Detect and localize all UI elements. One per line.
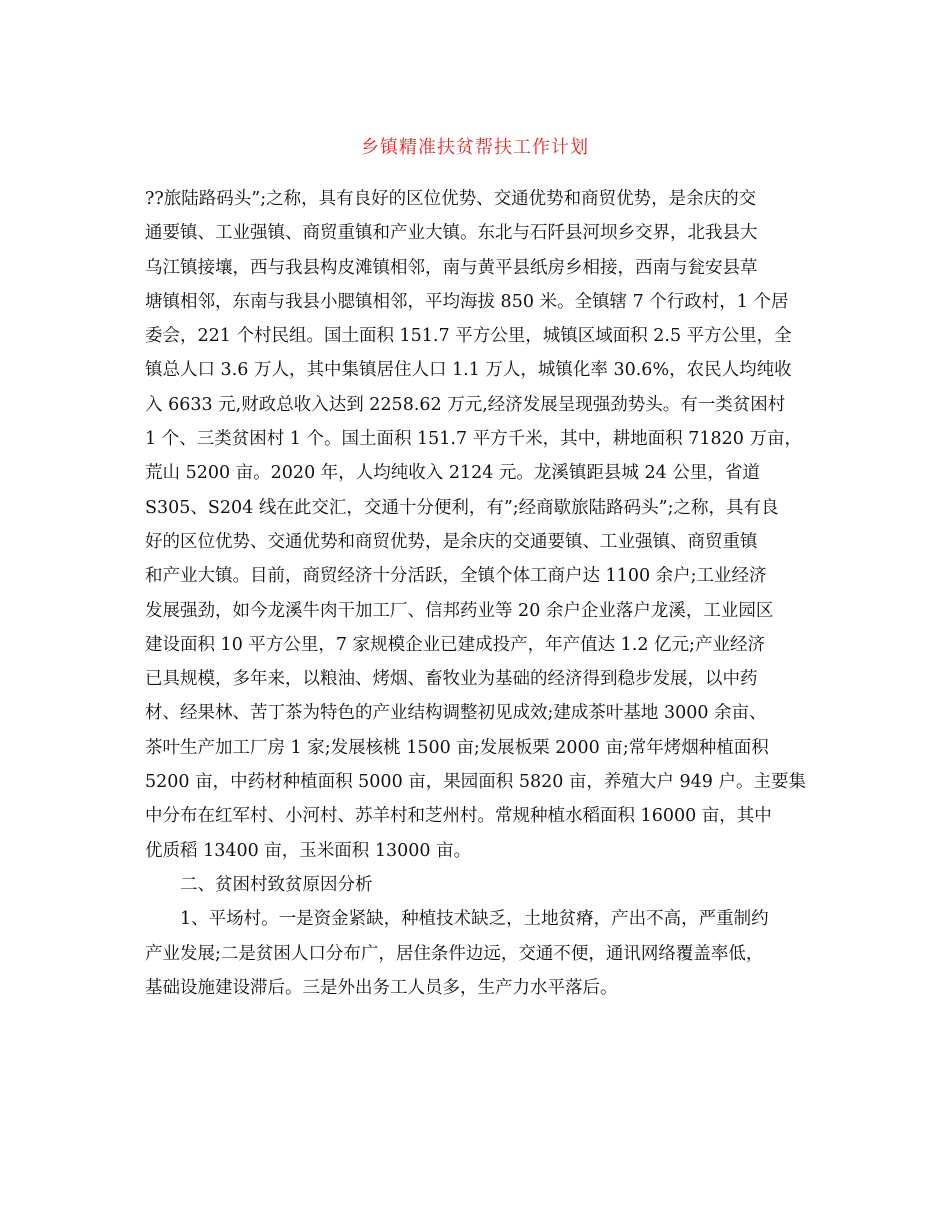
text-line: 发展强劲，如今龙溪牛肉干加工厂、信邦药业等 20 余户企业落户龙溪，工业园区 — [145, 600, 774, 621]
text-line: 镇总人口 3.6 万人，其中集镇居住人口 1.1 万人，城镇化率 30.6%，农民人均纯收 — [145, 360, 792, 381]
text-line: 中分布在红军村、小河村、苏羊村和芝州村。常规种植水稻面积 16000 亩，其中 — [145, 806, 772, 827]
paragraph-2 — [145, 902, 807, 1005]
text-line: 建设面积 10 平方公里，7 家规模企业已建成投产，年产值达 1.2 亿元;产业经济 — [145, 634, 765, 655]
text-line: 委会，221 个村民组。国土面积 151.7 平方公里，城镇区域面积 2.5 平方公里，全 — [145, 326, 792, 347]
text-line: 1、平场村。一是资金紧缺，种植技术缺乏，土地贫瘠，产出不高，严重制约 — [180, 909, 769, 930]
text-line: 5200 亩，中药材种植面积 5000 亩，果园面积 5820 亩，养殖大户 949 户。主要集 — [145, 772, 806, 793]
text-line: 乌江镇接壤，西与我县构皮滩镇相邻，南与黄平县纸房乡相接，西南与瓮安县草 — [145, 257, 758, 278]
text-line: 和产业大镇。目前，商贸经济十分活跃，全镇个体工商户达 1100 余户;工业经济 — [145, 566, 767, 587]
section-heading: 二、贫困村致贫原因分析 — [180, 874, 373, 895]
text-line: 基础设施建设滞后。三是外出务工人员多，生产力水平落后。 — [145, 977, 618, 998]
text-line: 已具规模，多年来，以粮油、烤烟、畜牧业为基础的经济得到稳步发展，以中药 — [145, 669, 758, 690]
text-line: 塘镇相邻，东南与我县小腮镇相邻，平均海拔 850 米。全镇辖 7 个行政村，1 个居 — [145, 291, 789, 312]
text-line: 通要镇、工业强镇、商贸重镇和产业大镇。东北与石阡县河坝乡交界，北我县大 — [145, 223, 758, 244]
text-line: 1 个、三类贫困村 1 个。国土面积 151.7 平方千米，其中，耕地面积 71820 万亩， — [145, 429, 802, 450]
text-line: 荒山 5200 亩。2020 年，人均纯收入 2124 元。龙溪镇距县城 24 公里，省道 — [145, 463, 760, 484]
text-line: 材、经果林、苦丁茶为特色的产业结构调整初见成效;建成茶叶基地 3000 余亩、 — [145, 703, 767, 724]
paragraph-1 — [145, 182, 807, 868]
text-line: 优质稻 13400 亩，玉米面积 13000 亩。 — [145, 840, 472, 861]
text-line: 产业发展;二是贫困人口分布广，居住条件边远，交通不便，通讯网络覆盖率低， — [145, 943, 764, 964]
document-title: 乡镇精准扶贫帮扶工作计划 — [361, 137, 589, 158]
text-line: 好的区位优势、交通优势和商贸优势，是余庆的交通要镇、工业强镇、商贸重镇 — [145, 531, 758, 552]
text-line: S305、S204 线在此交汇，交通十分便利，有”;经商歇旅陆路码头”;之称，具有良 — [145, 497, 779, 518]
text-line: ??旅陆路码头”;之称，具有良好的区位优势、交通优势和商贸优势，是余庆的交 — [145, 189, 757, 209]
text-line: 入 6633 元,财政总收入达到 2258.62 万元,经济发展呈现强劲势头。有一类贫困村 — [145, 394, 786, 415]
document-body — [145, 182, 807, 1005]
text-line: 茶叶生产加工厂房 1 家;发展核桃 1500 亩;发展板栗 2000 亩;常年烤烟种植面积 — [145, 737, 769, 758]
